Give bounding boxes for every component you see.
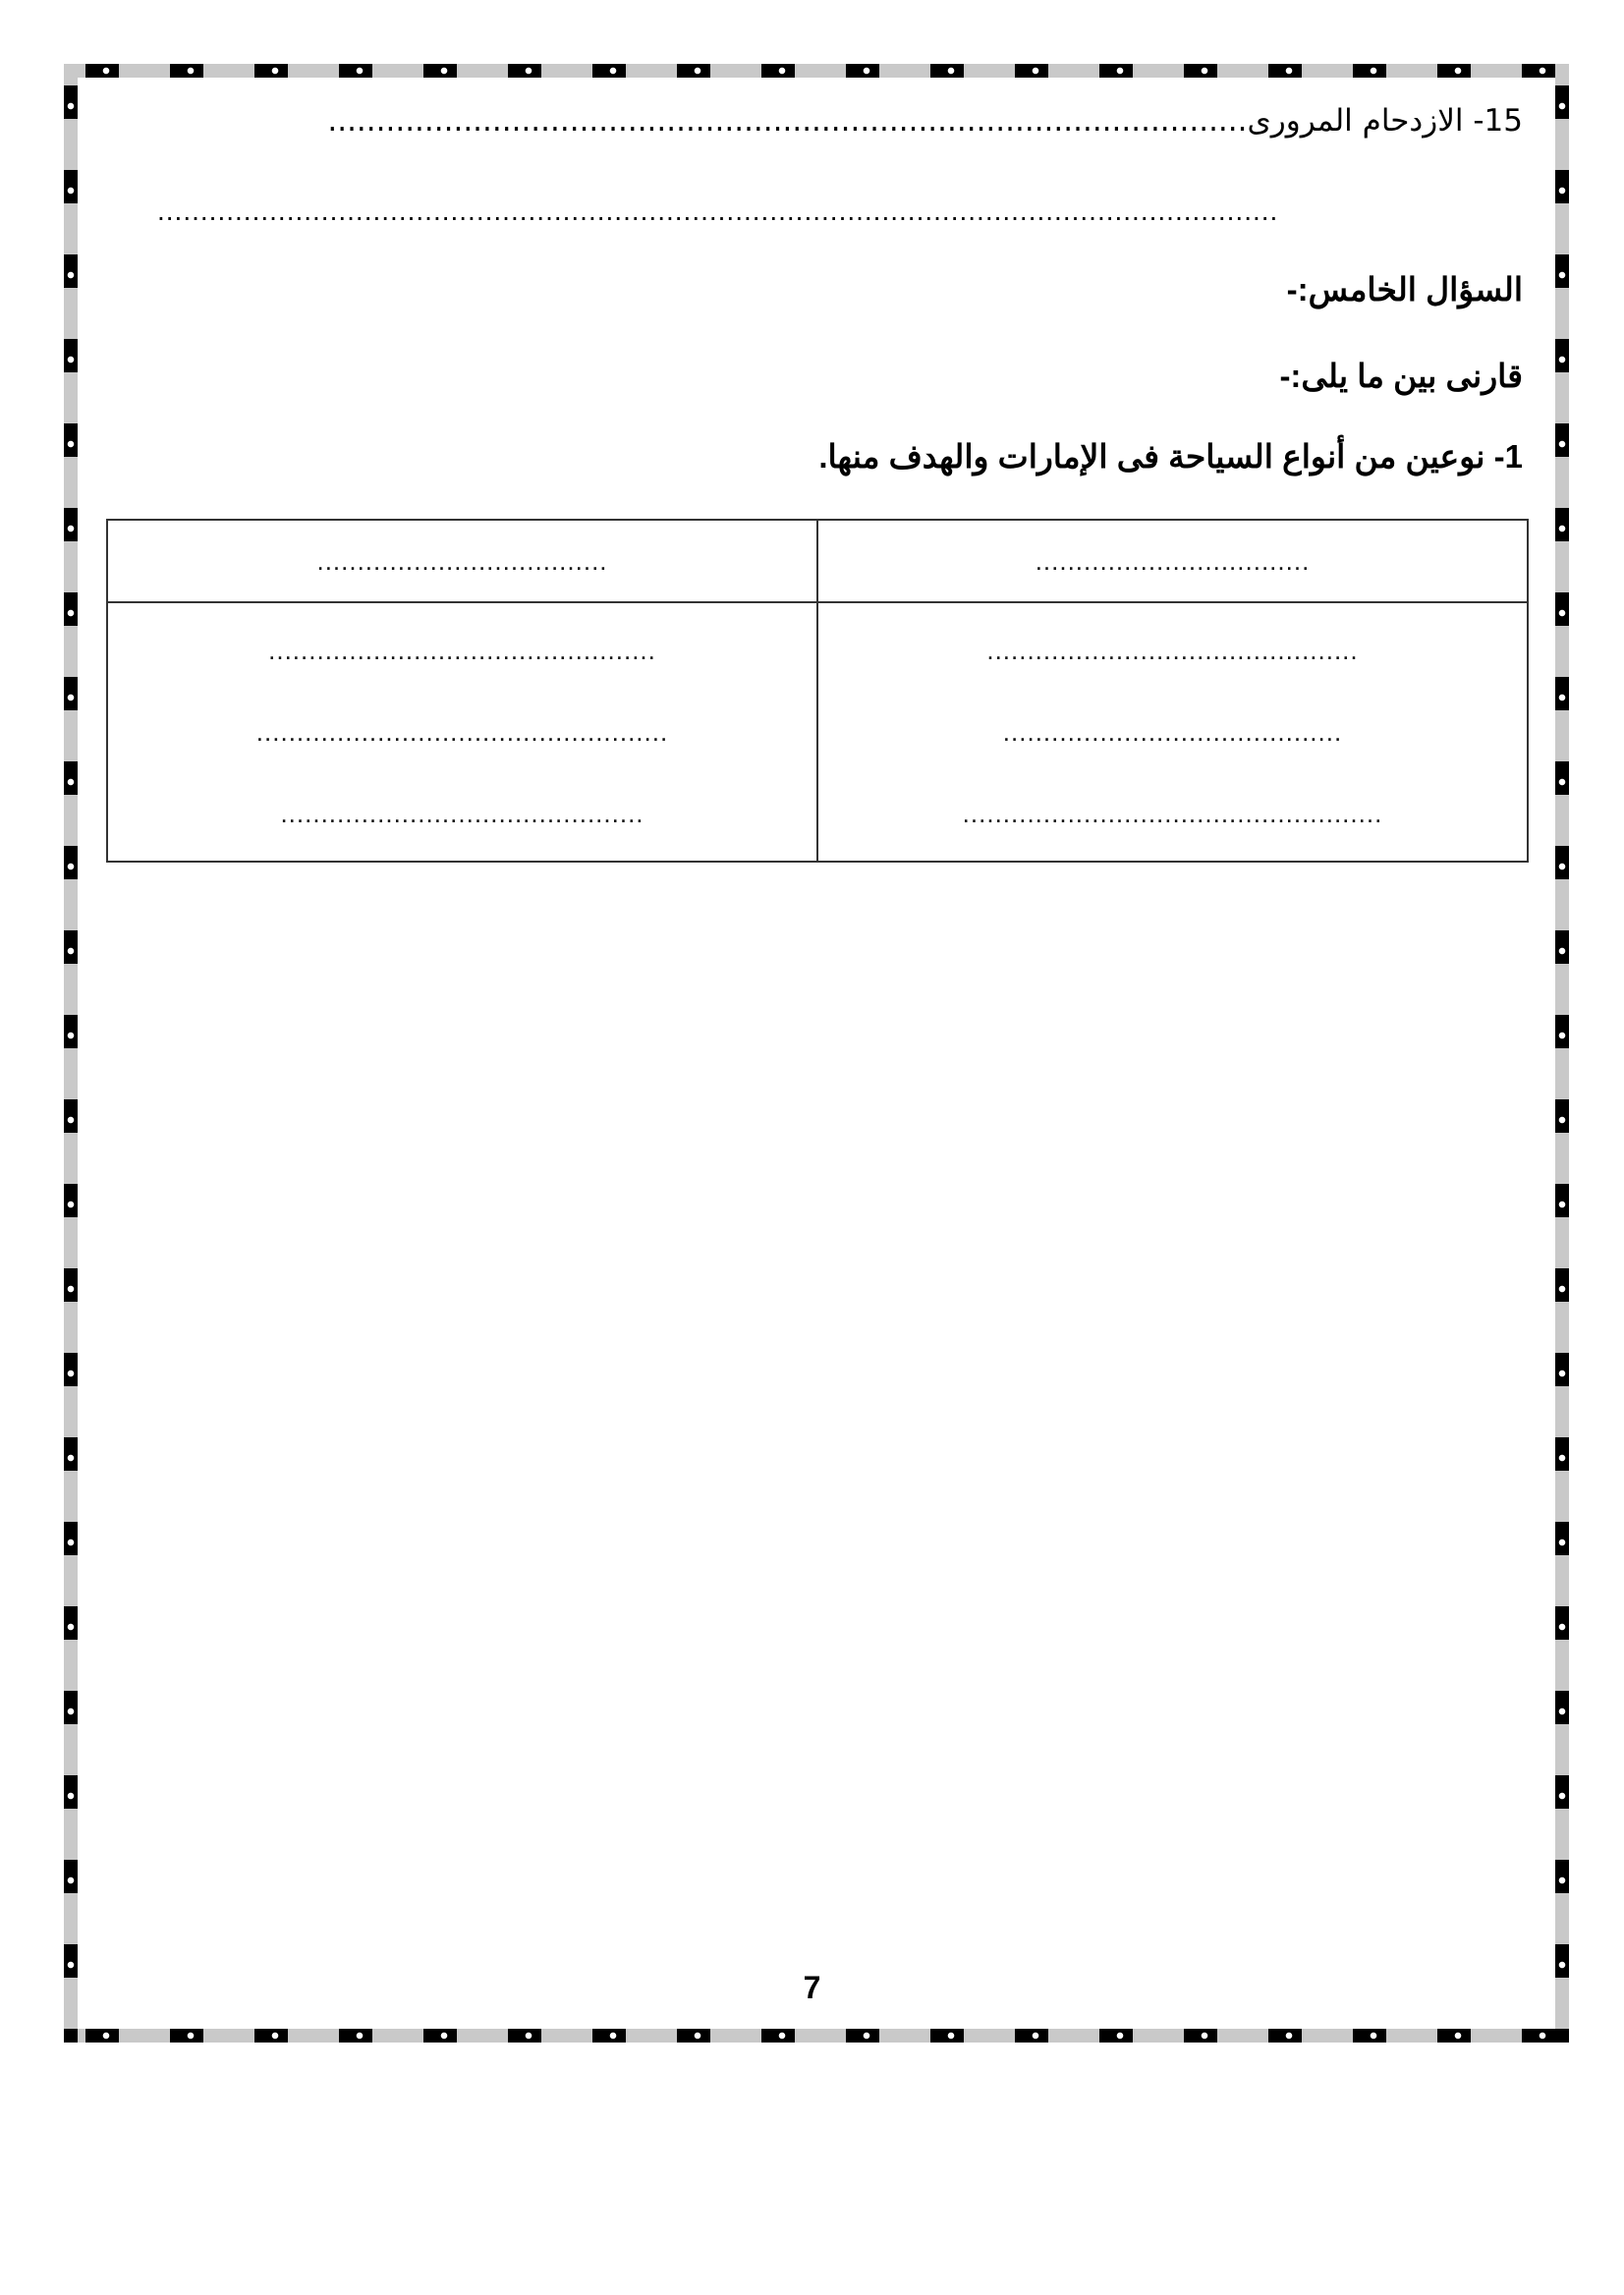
- answer-line: ..........................................: [1002, 716, 1343, 747]
- page-border-top: [64, 64, 1569, 78]
- table-header-row: [107, 520, 1528, 602]
- page-border-left: [64, 64, 78, 2043]
- compare-instruction: قارنى بين ما يلى:-: [1279, 358, 1523, 394]
- answer-line: .............................................: [280, 798, 644, 828]
- question-5-heading: السؤال الخامس:-: [1286, 271, 1523, 308]
- answer-line: ....................................................: [962, 798, 1383, 828]
- page-number: 7: [803, 1970, 821, 2005]
- answer-line: ...................................................: [255, 716, 669, 747]
- header-cell-left: ....................................: [107, 520, 817, 602]
- answer-line: ..................................................................................................................................: [157, 196, 1279, 226]
- table-body-row: [107, 602, 1528, 862]
- question-15: 15- الازدحام المرورى...............................................................................................: [327, 103, 1523, 139]
- answer-line: ................................................: [268, 635, 656, 665]
- body-cell-left: [107, 602, 817, 862]
- answer-line: ..............................................: [986, 635, 1359, 665]
- header-cell-right: ..................................: [817, 520, 1528, 602]
- page-border-right: [1555, 64, 1569, 2043]
- comparison-table: [106, 519, 1529, 863]
- page-border-bottom: [64, 2029, 1569, 2043]
- item-1: 1- نوعين من أنواع السياحة فى الإمارات والهدف منها.: [818, 438, 1523, 475]
- body-cell-right: [817, 602, 1528, 862]
